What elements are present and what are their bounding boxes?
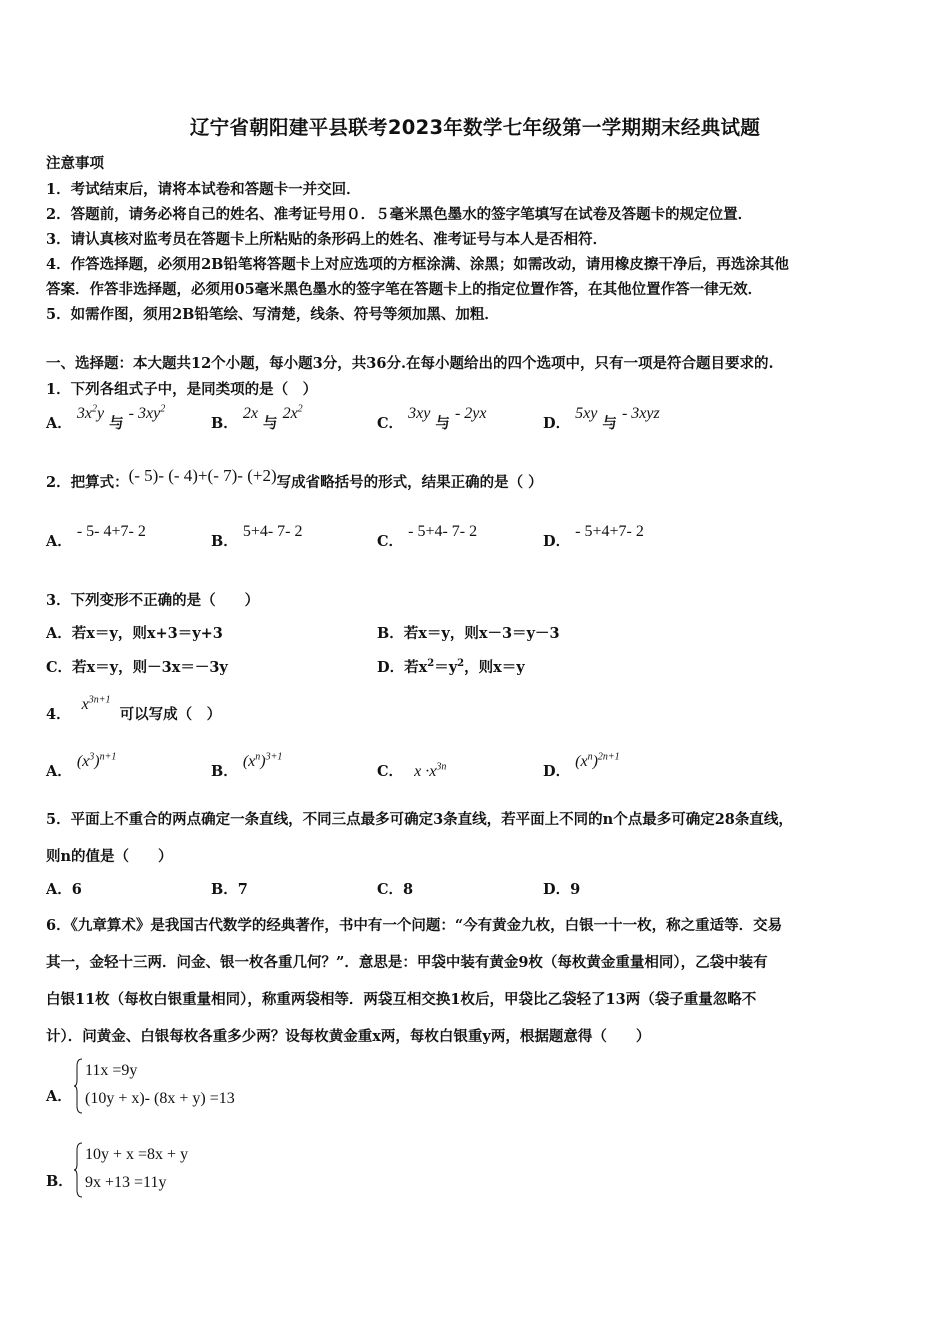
q4-option-d: D． $(x^n)^{2n+1}$ — [543, 751, 620, 780]
q6-option-b-label: B． — [46, 1173, 73, 1190]
question-3-stem: 3．下列变形不正确的是（ ） — [46, 592, 260, 609]
q1-option-c: C． 3xy 与 - 2yx — [377, 405, 487, 432]
question-6-stem: 6．《九章算术》是我国古代数学的经典著作，书中有一个问题：“今有黄金九枚，白银一十一枚，称之重适等．交易 — [46, 917, 783, 934]
q6-option-a-system — [85, 1057, 235, 1113]
q5-option-b: B．7 — [211, 881, 248, 898]
equation: 10y + x =8x + y — [85, 1146, 189, 1163]
option-label: C． — [377, 415, 404, 432]
question-6-stem: 计）．问黄金、白银每枚各重多少两？设每枚黄金重x两，每枚白银重y两，根据题意得（ ） — [46, 1028, 651, 1045]
equation: 9x +13 =11y — [85, 1174, 167, 1191]
notice-item: 答案．作答非选择题，必须用05毫米黑色墨水的签字笔在答题卡上的指定位置作答，在其他位置作答一律无效． — [46, 281, 763, 298]
q5-option-c: C．8 — [377, 881, 414, 898]
q2-option-b: B． 5+4- 7- 2 — [211, 523, 303, 550]
option-label: D． — [543, 415, 571, 432]
question-4-stem: 4． $x^{3n+1}$ 可以写成（ ） — [46, 694, 222, 723]
question-2-stem: 2．把算式：(- 5)- (- 4)+(- 7)- (+2)写成省略括号的形式，结果正确的是（ ） — [46, 466, 543, 491]
equation: 11x =9y — [85, 1062, 138, 1079]
question-5-stem-cont: 则n的值是（ ） — [46, 848, 173, 865]
q1-option-b: B． 2x 与 $2x^2$ — [211, 403, 303, 432]
option-label: A． — [46, 415, 72, 432]
notice-item: 1．考试结束后，请将本试卷和答题卡一并交回． — [46, 181, 361, 198]
q4-option-b: B． $(x^n)^{3+1}$ — [211, 751, 283, 780]
q2-option-a: A． - 5- 4+7- 2 — [46, 523, 146, 550]
q1-option-a: A． $3x^2y$ 与 - $3xy^2$ — [46, 403, 166, 432]
notice-item: 2．答题前，请务必将自己的姓名、准考证号用０．５毫米黑色墨水的签字笔填写在试卷及答题卡的规定位置． — [46, 206, 753, 223]
q6-option-b-system — [85, 1141, 188, 1197]
q3-option-a: A．若x＝y，则x+3＝y+3 — [46, 625, 223, 642]
q5-option-d: D．9 — [543, 881, 581, 898]
question-6-stem: 其一，金轻十三两．问金、银一枚各重几何？”．意思是：甲袋中装有黄金9枚（每枚黄金重量相同），乙袋中装有 — [46, 954, 768, 971]
q6-option-a-label: A． — [46, 1088, 72, 1105]
q2-option-d: D． - 5+4+7- 2 — [543, 523, 644, 550]
q3-option-c: C．若x＝y，则－3x＝－3y — [46, 659, 228, 676]
q4-option-a: A． $(x^3)^{n+1}$ — [46, 751, 117, 780]
question-5-stem: 5．平面上不重合的两点确定一条直线，不同三点最多可确定3条直线，若平面上不同的n个点最多可确定28条直线， — [46, 811, 793, 828]
equation: (10y + x)- (8x + y) =13 — [85, 1090, 235, 1107]
question-6-stem: 白银11枚（每枚白银重量相同），称重两袋相等．两袋互相交换1枚后，甲袋比乙袋轻了13两（袋子重量忽略不 — [46, 991, 757, 1008]
q4-option-c: C． $x \cdot x^{3n}$ — [377, 761, 447, 780]
q5-option-a: A．6 — [46, 881, 82, 898]
q3-option-b: B．若x＝y，则x－3＝y－3 — [377, 625, 560, 642]
question-1-stem: 1．下列各组式子中，是同类项的是（ ） — [46, 381, 318, 398]
q2-option-c: C． - 5+4- 7- 2 — [377, 523, 478, 550]
q3-option-d: D．若$x^2=y^2$，则x＝y — [377, 658, 525, 676]
option-label: B． — [211, 415, 238, 432]
brace-icon — [74, 1058, 84, 1114]
notice-heading: 注意事项 — [46, 155, 104, 172]
section-heading: 一、选择题：本大题共12个小题，每小题3分，共36分.在每小题给出的四个选项中，只有一项是符合题目要求的. — [46, 355, 774, 372]
notice-item: 3．请认真核对监考员在答题卡上所粘贴的条形码上的姓名、准考证号与本人是否相符． — [46, 231, 608, 248]
notice-item: 5．如需作图，须用2B铅笔绘、写清楚，线条、符号等须加黑、加粗． — [46, 306, 499, 323]
brace-icon — [74, 1142, 84, 1198]
q1-option-d: D． 5xy 与 - 3xyz — [543, 405, 660, 432]
page-title: 辽宁省朝阳建平县联考2023年数学七年级第一学期期末经典试题 — [189, 116, 761, 139]
notice-item: 4．作答选择题，必须用2B铅笔将答题卡上对应选项的方框涂满、涂黑；如需改动，请用橡皮擦干净后，再选涂其他 — [46, 256, 789, 273]
